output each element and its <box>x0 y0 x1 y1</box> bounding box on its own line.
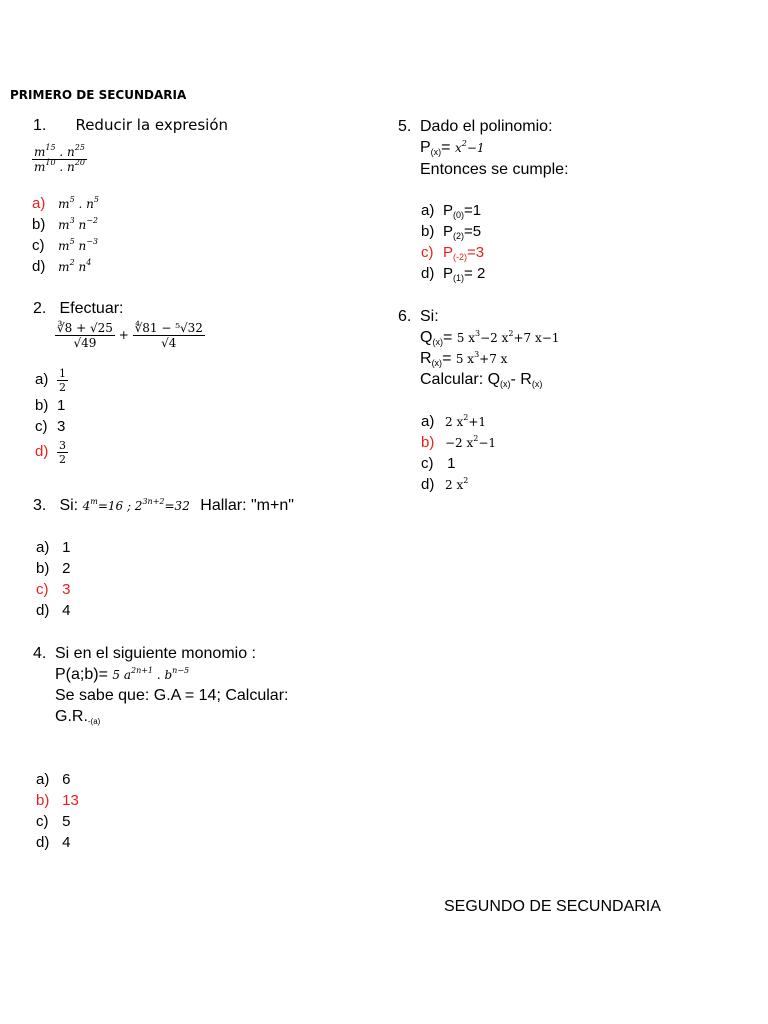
option-d[interactable]: d) 4 <box>36 834 71 851</box>
option-a[interactable]: a) 6 <box>36 771 71 788</box>
option-b[interactable]: b) $P_{(2)}=5$ <box>421 223 482 241</box>
question-5 <box>398 118 569 182</box>
question-4 <box>33 645 288 729</box>
option-d[interactable]: d) 2 $x^2$ <box>421 476 469 493</box>
option-d[interactable]: d) $P_{(1)}= 2$ <box>421 265 486 283</box>
q6-options <box>421 413 496 497</box>
page-header: PRIMERO DE SECUNDARIA <box>10 88 187 102</box>
question-text: Reducir la expresión <box>75 116 229 134</box>
q3-find: Hallar: "m+n" <box>200 497 294 514</box>
question-number: 3. <box>33 497 47 514</box>
question-number: 1. <box>33 117 47 134</box>
q5-instruction: Entonces se cumple: <box>420 161 569 178</box>
q2-options <box>35 367 68 469</box>
option-a[interactable]: a) 1 <box>36 539 71 556</box>
option-d[interactable]: d) 4 <box>36 602 71 619</box>
option-c[interactable]: c) 3 <box>36 581 71 598</box>
question-text: Efectuar: <box>59 300 124 317</box>
option-b[interactable]: b) 13 <box>36 792 79 809</box>
option-b[interactable]: b) $m^3$ $n^{-2}$ <box>32 216 99 233</box>
q4-condition: Se sabe que: G.A = 14; Calcular: <box>55 687 289 704</box>
option-a[interactable]: a) $P_{(0)}=1$ <box>421 202 482 220</box>
q5-polynomial: $P_{(x)}= x^2-1$ <box>420 139 485 157</box>
question-number: 4. <box>33 645 47 662</box>
option-d[interactable]: d) $\frac{3}{2}$ <box>35 439 66 466</box>
question-text: Si en el siguiente monomio : <box>55 645 256 662</box>
q6-instruction: Calcular: $Q_{(x)}-$ $R_{(x)}$ <box>420 371 543 389</box>
q4-monomial: P(a;b)= 5 $a^{2n+1}$ . $b^{n-5}$ <box>55 666 190 683</box>
section-title: SEGUNDO DE SECUNDARIA <box>444 898 661 915</box>
q5-options <box>421 202 485 286</box>
option-c[interactable]: c) 5 <box>36 813 71 830</box>
question-number: 6. <box>398 308 412 325</box>
option-a[interactable]: a) 2 $x^2+1$ <box>421 413 487 430</box>
option-c[interactable]: c) 3 <box>35 418 66 435</box>
option-a[interactable]: a) $m^5$ . $n^5$ <box>32 195 99 212</box>
question-3 <box>33 497 294 515</box>
option-c[interactable]: c) 1 <box>421 455 456 472</box>
question-1 <box>33 116 228 135</box>
question-number: 5. <box>398 118 412 135</box>
q4-target: $G.R._{-(a)}$ <box>55 708 101 726</box>
q4-options <box>36 771 79 855</box>
q1-options <box>32 195 99 279</box>
question-number: 2. <box>33 300 47 317</box>
q3-expression: $4^m=16$ ; $2^{3n+2}=32$ <box>82 497 190 513</box>
q3-options <box>36 539 71 623</box>
option-c[interactable]: c) $P_{(-2)}=3$ <box>421 244 485 262</box>
q6-r-polynomial: $R_{(x)}= 5$ $x^3+7$ x <box>420 350 508 368</box>
question-text: Si: <box>59 497 79 514</box>
option-c[interactable]: c) $m^5$ $n^{-3}$ <box>32 237 99 254</box>
question-text: Dado el polinomio: <box>420 118 553 135</box>
q1-expression: $\frac{m^{15} . n^{25}}{m^{10} . n^{20}}$ <box>34 143 85 174</box>
question-6 <box>398 308 559 392</box>
option-d[interactable]: d) $m^2$ $n^4$ <box>32 258 92 275</box>
option-a[interactable]: a) $\frac{1}{2}$ <box>35 367 66 394</box>
question-2 <box>33 300 123 318</box>
q2-expression: $\frac{∛8 + √25}{√49}$ + $\frac{\text{∜81 − ⁵√32}}{√4}$ <box>57 321 203 350</box>
option-b[interactable]: b) 1 <box>35 397 66 414</box>
option-b[interactable]: b) −2 $x^2-1$ <box>421 434 497 451</box>
option-b[interactable]: b) 2 <box>36 560 71 577</box>
question-text: Si: <box>420 308 439 325</box>
q6-q-polynomial: $Q_{(x)}= 5$ $x^3-2$ $x^2+7$ x−1 <box>420 329 560 347</box>
